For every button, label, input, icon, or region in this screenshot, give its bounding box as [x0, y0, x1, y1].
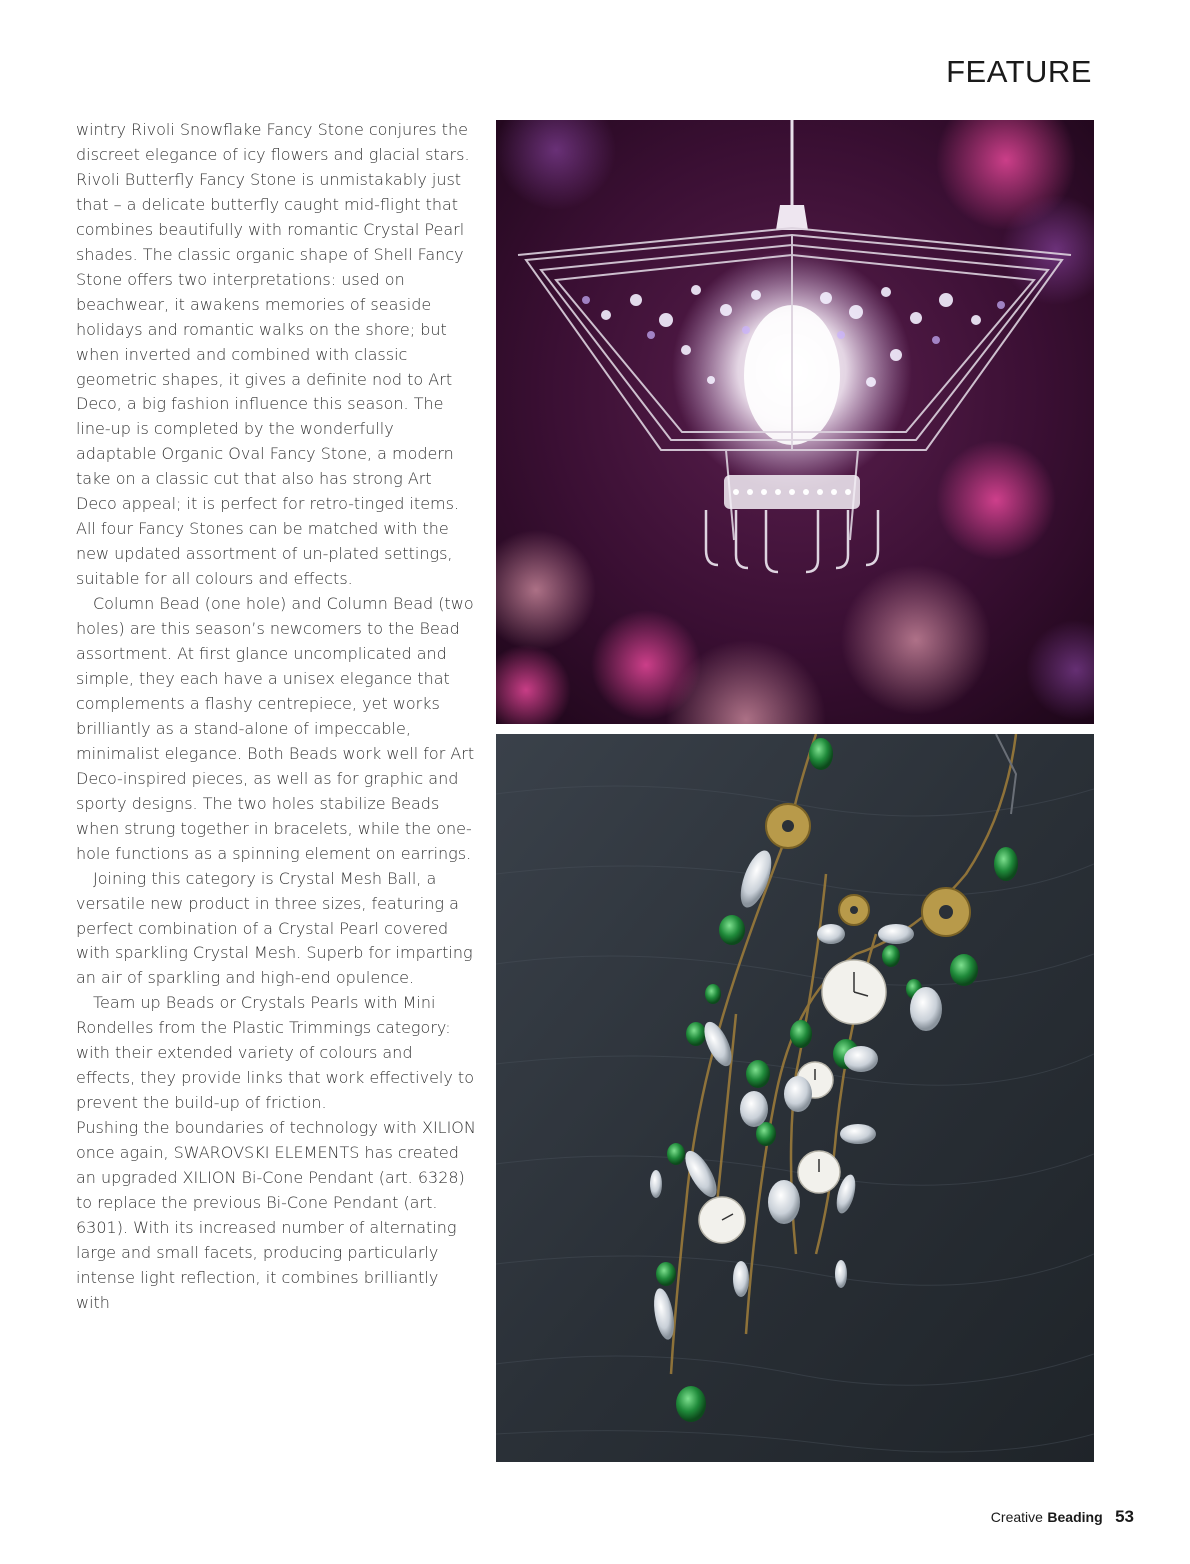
- article-body: [76, 118, 476, 1316]
- section-label: FEATURE: [946, 54, 1092, 89]
- magazine-name-prefix: Creative: [990, 1509, 1043, 1525]
- page-number: 53: [1115, 1507, 1134, 1526]
- necklace-photo: [496, 734, 1094, 1462]
- article-paragraph: Pushing the boundaries of technology with XILION once again, SWAROVSKI ELEMENTS has created an upgraded XILION Bi-Cone Pendant (art. 6328) to replace the previous Bi-Cone Pendant (art. 6301). With its increased number of alternating large and small facets, producing particularly intense light reflection, it combines brilliantly with: [76, 1118, 476, 1312]
- article-paragraph: wintry Rivoli Snowflake Fancy Stone conjures the discreet elegance of icy flowers and glacial stars. Rivoli Butterfly Fancy Stone is unmistakably just that – a delicate butterfly caught mid-flight that combines beautifully with romantic Crystal Pearl shades. The classic organic shape of Shell Fancy Stone offers two interpretations: used on beachwear, it awakens memories of seaside holidays and romantic walks on the shore; but when inverted and combined with classic geometric shapes, it gives a definite nod to Art Deco, a big fashion influence this season. The line-up is completed by the wonderfully adaptable Organic Oval Fancy Stone, a modern take on a classic cut that also has strong Art Deco appeal; it is perfect for retro-tinged items. All four Fancy Stones can be matched with the new updated assortment of un-plated settings, suitable for all colours and effects.: [76, 120, 470, 589]
- article-paragraph: Joining this category is Crystal Mesh Ball, a versatile new product in three sizes, featuring a perfect combination of a Crystal Pearl covered with sparkling Crystal Mesh. Superb for imparting an air of sparkling and high-end opulence.: [76, 868, 473, 988]
- page-footer: [991, 1507, 1134, 1527]
- article-paragraph: Column Bead (one hole) and Column Bead (two holes) are this season’s newcomers to the Bead assortment. At first glance uncomplicated and simple, they each have a unisex elegance that complements a flashy centrepiece, yet works brilliantly as a stand-alone of impeccable, minimalist elegance. Both Beads work well for Art Deco-inspired pieces, as well as for graphic and sporty designs. The two holes stabilize Beads when strung together in bracelets, while the one-hole functions as a spinning element on earrings.: [76, 594, 475, 863]
- chandelier-photo: [496, 120, 1094, 724]
- article-paragraph: Team up Beads or Crystals Pearls with Mini Rondelles from the Plastic Trimmings category: with their extended variety of colours and effects, they provide links that work effectively to prevent the build-up of friction.: [76, 993, 474, 1113]
- magazine-name: Beading: [1047, 1509, 1103, 1525]
